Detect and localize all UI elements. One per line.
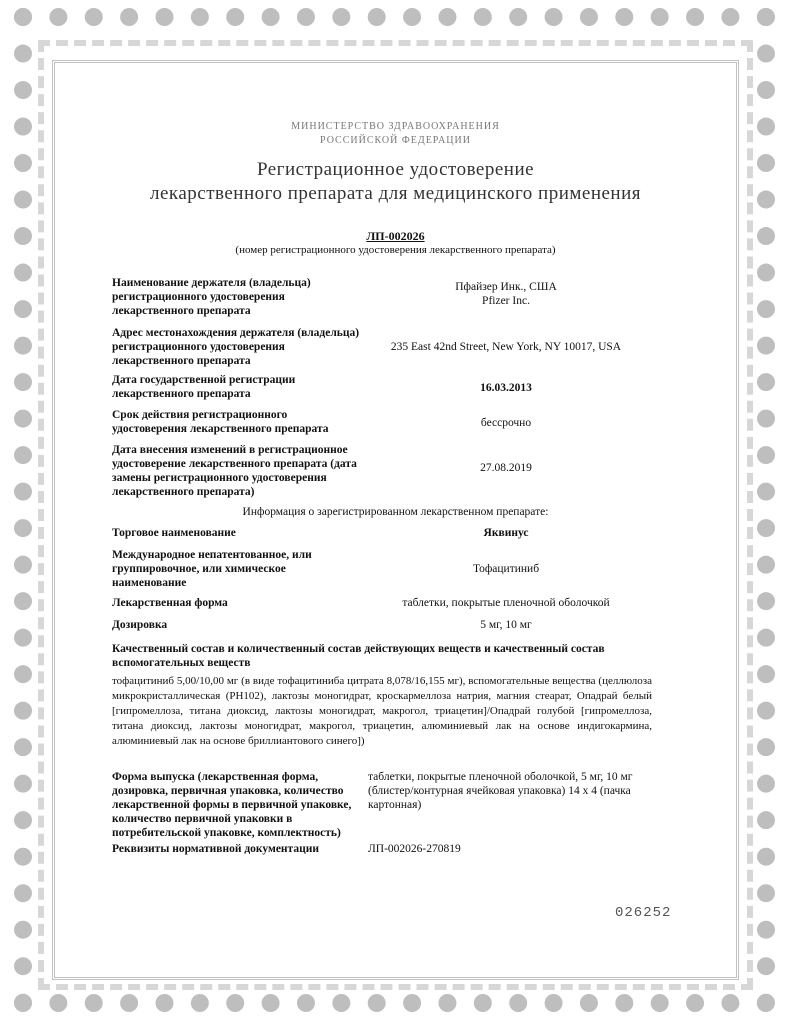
validity-label: Срок действия регистрационного удостоверения лекарственного препарата	[112, 409, 329, 435]
dosage-value: 5 мг, 10 мг	[480, 619, 532, 631]
title-line-1: Регистрационное удостоверение	[256, 159, 535, 180]
holder-value	[370, 280, 642, 308]
registration-number-caption: (номер регистрационного удостоверения лекарственного препарата)	[235, 244, 556, 256]
composition-heading: Качественный состав и количественный состав действующих веществ и качественный состав вспомогательных веществ	[112, 643, 605, 669]
release-label: Форма выпуска (лекарственная форма, дозировка, первичная упаковка, количество лекарственной формы в первичной упаковке, количество первичной упаковки в потребительской упаковке, комплектность)	[112, 771, 352, 839]
validity-value: бессрочно	[480, 417, 532, 429]
trade-name-row	[112, 526, 642, 542]
ministry-header	[0, 120, 791, 148]
serial-number-stamp: 026252	[615, 905, 672, 921]
release-value: таблетки, покрытые пленочной оболочкой, 5 мг, 10 мг (блистер/контурная ячейковая упаковка) 14 x 4 (пачка картонная)	[368, 771, 633, 811]
change-date-row	[112, 443, 642, 501]
ministry-line-2: РОССИЙСКОЙ ФЕДЕРАЦИИ	[320, 135, 471, 146]
address-row	[112, 326, 642, 370]
dosage-row	[112, 618, 642, 634]
holder-value-ru: Пфайзер Инк., США	[455, 281, 557, 293]
reg-date-label: Дата государственной регистрации лекарственного препарата	[112, 374, 296, 400]
docs-row	[112, 842, 642, 858]
trade-name-label: Торговое наименование	[112, 527, 236, 539]
docs-label: Реквизиты нормативной документации	[112, 843, 319, 855]
trade-name-value: Яквинус	[483, 527, 529, 539]
address-label: Адрес местонахождения держателя (владельца) регистрационного удостоверения лекарственного препарата	[112, 327, 360, 367]
change-date-label: Дата внесения изменений в регистрационное удостоверение лекарственного препарата (дата замены регистрационного удостоверения лекарственного препарата)	[112, 444, 357, 498]
holder-label: Наименование держателя (владельца) регистрационного удостоверения лекарственного препарата	[112, 277, 311, 317]
inn-value: Тофацитиниб	[472, 563, 540, 575]
change-date-value: 27.08.2019	[480, 462, 532, 474]
inn-label: Международное непатентованное, или группировочное, или химическое наименование	[112, 549, 312, 589]
holder-value-en: Pfizer Inc.	[482, 295, 530, 307]
holder-row	[112, 276, 642, 320]
form-row	[112, 596, 642, 612]
inn-row	[112, 548, 642, 592]
title-line-2: лекарственного препарата для медицинского применения	[149, 183, 641, 204]
composition-text: тофацитиниб 5,00/10,00 мг (в виде тофацитиниба цитрата 8,078/16,155 мг), вспомогательные вещества (целлюлоза микрокристаллическая (PH102), лактозы моногидрат, кроскармеллоза натрия, магния стеарат, Опадрай белый [гипромеллоза, титана диоксид, лактозы моногидрат, макрогол, триацетин]/Опадрай голубой [гипромеллоза, титана диоксид, лактозы моногидрат, макрогол, триацетин, алюминиевый лак на основе индигокармина, алюминиевый лак на основе бриллиантового синего])	[112, 675, 652, 747]
validity-row	[112, 408, 642, 438]
dosage-label: Дозировка	[112, 619, 168, 631]
registration-number: ЛП-002026	[366, 229, 425, 243]
form-value: таблетки, покрытые пленочной оболочкой	[402, 597, 610, 609]
ministry-line-1: МИНИСТЕРСТВО ЗДРАВООХРАНЕНИЯ	[291, 121, 500, 132]
address-value: 235 East 42nd Street, New York, NY 10017, USA	[390, 341, 622, 353]
document-title	[0, 158, 791, 206]
form-label: Лекарственная форма	[112, 597, 228, 609]
info-heading: Информация о зарегистрированном лекарственном препарате:	[242, 506, 549, 518]
docs-value: ЛП-002026-270819	[368, 843, 461, 855]
reg-date-value: 16.03.2013	[480, 382, 532, 394]
release-row	[112, 770, 642, 842]
reg-date-row	[112, 373, 642, 403]
